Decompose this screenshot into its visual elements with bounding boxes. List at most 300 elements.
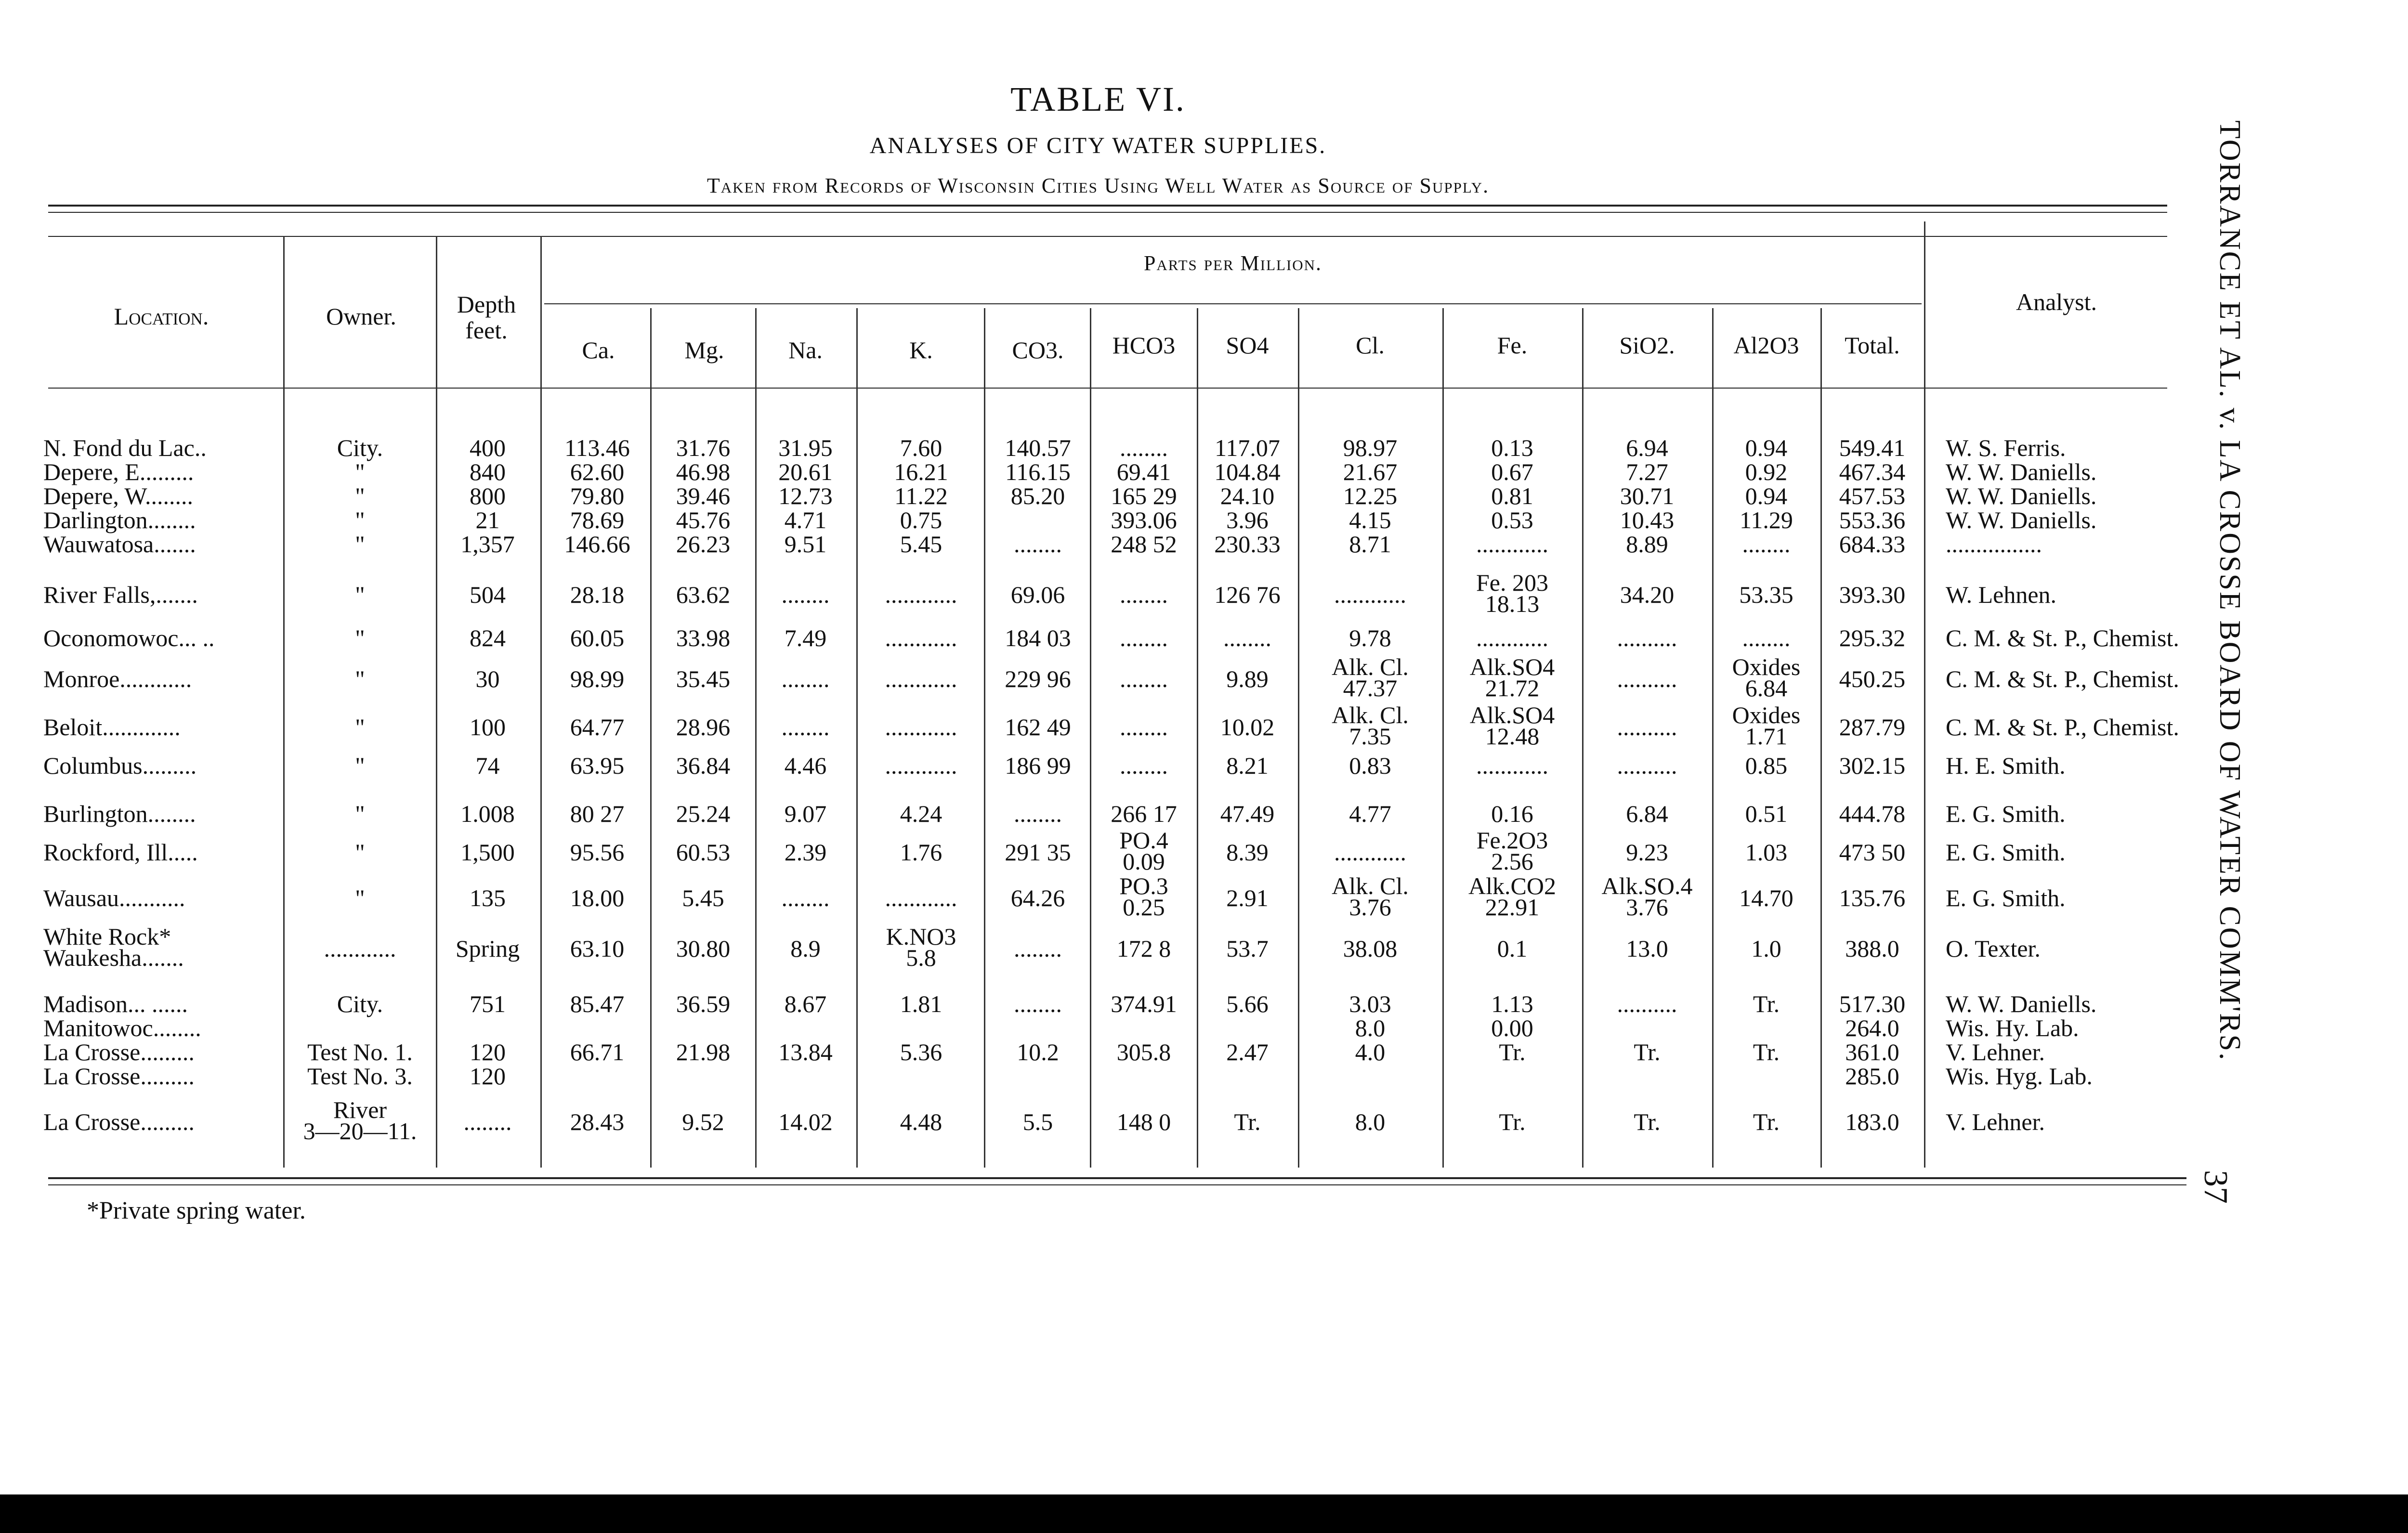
cell-total: 467.34: [1839, 458, 1906, 485]
cell-sio2: 8.89: [1626, 531, 1668, 558]
cell-analyst: C. M. & St. P., Chemist.: [1946, 665, 2179, 692]
cell-co3: 162 49: [1005, 714, 1071, 741]
col-rule: [984, 308, 985, 1168]
cell-co3: ........: [1014, 800, 1062, 827]
cell-total: 393.30: [1839, 581, 1906, 608]
col-rule: [436, 236, 437, 1168]
cell-analyst: W. Lehnen.: [1946, 581, 2057, 608]
cell-analyst: Wis. Hy. Lab.: [1946, 1014, 2079, 1041]
cell-k: 5.36: [900, 1039, 942, 1065]
cell-ca: 28.18: [570, 581, 625, 608]
cell-cl: ............: [1334, 581, 1406, 608]
cell-depth: 504: [470, 581, 506, 608]
cell-hco3: 374.91: [1111, 990, 1177, 1017]
cell-na: ........: [781, 714, 830, 741]
cell-ca: 62.60: [570, 458, 625, 485]
cell-total: 444.78: [1839, 800, 1906, 827]
cell-k: 1.81: [900, 990, 942, 1017]
cell-cl: Alk. Cl. 3.76: [1332, 872, 1409, 921]
cell-so4: 8.39: [1226, 839, 1269, 866]
cell-fe: Fe.2O3 2.56: [1476, 827, 1548, 875]
cell-fe: Tr.: [1499, 1108, 1526, 1135]
cell-cl: 9.78: [1349, 624, 1391, 651]
cell-na: 4.71: [784, 507, 827, 533]
cell-location: White Rock* Waukesha.......: [43, 923, 184, 971]
header-hco3: HCO3: [1112, 332, 1176, 359]
cell-total: 473 50: [1839, 839, 1906, 866]
cell-cl: 8.0: [1355, 1108, 1386, 1135]
cell-co3: ........: [1014, 935, 1062, 962]
cell-hco3: 69.41: [1116, 458, 1171, 485]
header-ca: Ca.: [582, 337, 615, 364]
cell-ca: 85.47: [570, 990, 625, 1017]
cell-k: 11.22: [894, 482, 948, 509]
cell-location: Madison... ......: [43, 990, 188, 1017]
cell-depth: 1,500: [460, 839, 515, 866]
cell-fe: 1.13: [1491, 990, 1533, 1017]
cell-total: 135.76: [1839, 884, 1906, 911]
cell-sio2: Tr.: [1634, 1039, 1661, 1065]
cell-na: 20.61: [778, 458, 833, 485]
col-rule: [1090, 308, 1091, 1168]
cell-total: 361.0: [1845, 1039, 1899, 1065]
cell-sio2: 6.84: [1626, 800, 1668, 827]
cell-location: Wausau...........: [43, 884, 185, 911]
header-na: Na.: [788, 337, 823, 364]
cell-total: 264.0: [1845, 1014, 1899, 1041]
cell-fe: 0.67: [1491, 458, 1533, 485]
cell-co3: 116.15: [1005, 458, 1071, 485]
cell-cl: 4.15: [1349, 507, 1391, 533]
cell-na: 14.02: [778, 1108, 833, 1135]
cell-location: Oconomowoc... ..: [43, 624, 215, 651]
cell-owner: Test No. 1.: [307, 1039, 413, 1065]
cell-depth: 135: [470, 884, 506, 911]
cell-al2o3: 53.35: [1739, 581, 1793, 608]
cell-analyst: C. M. & St. P., Chemist.: [1946, 714, 2179, 741]
cell-fe: 0.16: [1491, 800, 1533, 827]
cell-hco3: PO.3 0.25: [1119, 872, 1168, 921]
cell-sio2: Tr.: [1634, 1108, 1661, 1135]
cell-k: ............: [885, 752, 957, 779]
cell-co3: 64.26: [1010, 884, 1065, 911]
cell-mg: 63.62: [676, 581, 731, 608]
cell-al2o3: 0.85: [1745, 752, 1788, 779]
cell-mg: 36.59: [676, 990, 731, 1017]
cell-analyst: H. E. Smith.: [1946, 752, 2066, 779]
cell-ca: 98.99: [570, 665, 625, 692]
cell-total: 287.79: [1839, 714, 1906, 741]
cell-hco3: 393.06: [1111, 507, 1177, 533]
cell-analyst: E. G. Smith.: [1946, 800, 2066, 827]
col-rule: [540, 236, 542, 1168]
cell-ca: 79.80: [570, 482, 625, 509]
cell-al2o3: ........: [1742, 624, 1791, 651]
cell-location: Depere, W........: [43, 482, 194, 509]
cell-k: 4.24: [900, 800, 942, 827]
col-rule: [1197, 308, 1198, 1168]
cell-location: Monroe............: [43, 665, 192, 692]
cell-na: 12.73: [778, 482, 833, 509]
col-rule: [1712, 308, 1714, 1168]
cell-owner: ": [355, 800, 365, 827]
cell-k: ............: [885, 884, 957, 911]
cell-sio2: 34.20: [1620, 581, 1675, 608]
cell-ca: 66.71: [570, 1039, 625, 1065]
header-total: Total.: [1845, 332, 1900, 359]
cell-analyst: W. S. Ferris.: [1946, 434, 2066, 461]
cell-cl: Alk. Cl. 7.35: [1332, 702, 1409, 750]
cell-location: La Crosse.........: [43, 1108, 195, 1135]
cell-hco3: 305.8: [1116, 1039, 1171, 1065]
cell-k: 7.60: [900, 434, 942, 461]
cell-hco3: 148 0: [1116, 1108, 1171, 1135]
cell-mg: 26.23: [676, 531, 731, 558]
cell-cl: Alk. Cl. 47.37: [1332, 653, 1409, 702]
cell-total: 295.32: [1839, 624, 1906, 651]
cell-total: 553.36: [1839, 507, 1906, 533]
cell-co3: 69.06: [1010, 581, 1065, 608]
cell-k: 4.48: [900, 1108, 942, 1135]
cell-location: Depere, E.........: [43, 458, 194, 485]
cell-na: 9.07: [784, 800, 827, 827]
cell-so4: 9.89: [1226, 665, 1269, 692]
cell-fe: Alk.SO4 12.48: [1469, 702, 1555, 750]
cell-fe: ............: [1476, 624, 1548, 651]
bottom-rule: [48, 1177, 2186, 1179]
cell-location: River Falls,.......: [43, 581, 198, 608]
col-rule: [755, 308, 757, 1168]
cell-mg: 39.46: [676, 482, 731, 509]
cell-fe: Alk.CO2 22.91: [1468, 872, 1556, 921]
cell-al2o3: 1.0: [1751, 935, 1781, 962]
cell-k: 16.21: [894, 458, 948, 485]
cell-al2o3: Tr.: [1753, 1039, 1780, 1065]
col-rule: [283, 236, 285, 1168]
cell-depth: 120: [470, 1063, 506, 1090]
cell-so4: 126 76: [1214, 581, 1281, 608]
cell-fe: Alk.SO4 21.72: [1469, 653, 1555, 702]
cell-owner: ": [355, 884, 365, 911]
header-location: Location.: [114, 303, 209, 330]
cell-so4: 117.07: [1215, 434, 1280, 461]
header-al2o3: Al2O3: [1733, 332, 1799, 359]
cell-location: Beloit.............: [43, 714, 181, 741]
cell-na: ........: [781, 884, 830, 911]
header-bottom-rule: [48, 388, 2167, 389]
cell-co3: ........: [1014, 990, 1062, 1017]
cell-cl: 4.77: [1349, 800, 1391, 827]
page-number: 37: [2197, 1170, 2234, 1204]
col-rule: [650, 308, 652, 1168]
cell-hco3: ........: [1120, 581, 1168, 608]
cell-analyst: Wis. Hyg. Lab.: [1946, 1063, 2093, 1090]
cell-analyst: ................: [1946, 531, 2042, 558]
top-rule-thin: [48, 212, 2167, 213]
ppm-rule: [544, 303, 1922, 304]
header-depth: Depth feet.: [457, 291, 516, 344]
table-title: TABLE VI.: [1010, 80, 1186, 118]
cell-total: 450.25: [1839, 665, 1906, 692]
cell-k: K.NO3 5.8: [886, 923, 956, 971]
cell-k: ............: [885, 581, 957, 608]
cell-owner: City.: [337, 990, 383, 1017]
cell-location: Burlington........: [43, 800, 196, 827]
cell-cl: 4.0: [1355, 1039, 1386, 1065]
cell-depth: 1,357: [460, 531, 515, 558]
cell-na: 4.46: [784, 752, 827, 779]
cell-depth: 74: [475, 752, 500, 779]
cell-location: La Crosse.........: [43, 1063, 195, 1090]
cell-sio2: 30.71: [1620, 482, 1675, 509]
cell-k: 0.75: [900, 507, 942, 533]
cell-so4: 2.91: [1226, 884, 1269, 911]
cell-hco3: 248 52: [1111, 531, 1177, 558]
cell-al2o3: Oxides 6.84: [1732, 653, 1801, 702]
cell-total: 684.33: [1839, 531, 1906, 558]
cell-location: Darlington........: [43, 507, 196, 533]
cell-co3: ........: [1014, 531, 1062, 558]
cell-ca: 113.46: [564, 434, 630, 461]
cell-depth: 1.008: [460, 800, 515, 827]
cell-cl: 98.97: [1343, 434, 1398, 461]
cell-sio2: 9.23: [1626, 839, 1668, 866]
cell-sio2: 10.43: [1620, 507, 1675, 533]
cell-fe: 0.1: [1497, 935, 1528, 962]
header-ppm: Parts per Million.: [1143, 251, 1322, 275]
cell-mg: 31.76: [676, 434, 731, 461]
table-caption: Taken from Records of Wisconsin Cities Using Well Water as Source of Supply.: [707, 174, 1490, 197]
cell-al2o3: Tr.: [1753, 1108, 1780, 1135]
cell-analyst: O. Texter.: [1946, 935, 2041, 962]
cell-analyst: W. W. Daniells.: [1946, 482, 2097, 509]
col-rule: [856, 308, 858, 1168]
col-rule: [1924, 221, 1925, 1168]
cell-total: 285.0: [1845, 1063, 1899, 1090]
cell-depth: 751: [470, 990, 506, 1017]
cell-fe: 0.13: [1491, 434, 1533, 461]
cell-so4: 5.66: [1226, 990, 1269, 1017]
cell-owner: ": [355, 624, 365, 651]
cell-cl: 3.03: [1349, 990, 1391, 1017]
cell-so4: 104.84: [1214, 458, 1281, 485]
cell-depth: 120: [470, 1039, 506, 1065]
cell-hco3: ........: [1120, 434, 1168, 461]
cell-mg: 25.24: [676, 800, 731, 827]
cell-owner: ": [355, 482, 365, 509]
cell-hco3: ........: [1120, 752, 1168, 779]
cell-owner: ": [355, 581, 365, 608]
cell-al2o3: 1.03: [1745, 839, 1788, 866]
cell-sio2: 7.27: [1626, 458, 1668, 485]
header-k: K.: [909, 337, 933, 364]
cell-hco3: 165 29: [1111, 482, 1177, 509]
cell-owner: River 3—20—11.: [303, 1096, 417, 1144]
cell-location: Rockford, Ill.....: [43, 839, 198, 866]
col-rule: [1298, 308, 1299, 1168]
cell-so4: 24.10: [1220, 482, 1275, 509]
cell-co3: 5.5: [1022, 1108, 1053, 1135]
bottom-rule-thin: [48, 1184, 2186, 1185]
cell-total: 549.41: [1839, 434, 1906, 461]
cell-owner: ": [355, 665, 365, 692]
cell-na: 2.39: [784, 839, 827, 866]
col-rule: [1582, 308, 1584, 1168]
cell-ca: 64.77: [570, 714, 625, 741]
cell-location: La Crosse.........: [43, 1039, 195, 1065]
cell-na: ........: [781, 581, 830, 608]
cell-depth: 824: [470, 624, 506, 651]
cell-owner: ": [355, 531, 365, 558]
cell-sio2: ..........: [1617, 665, 1677, 692]
cell-depth: 840: [470, 458, 506, 485]
cell-fe: 0.53: [1491, 507, 1533, 533]
cell-sio2: ..........: [1617, 624, 1677, 651]
cell-ca: 80 27: [570, 800, 625, 827]
cell-co3: 229 96: [1005, 665, 1071, 692]
cell-depth: 21: [475, 507, 500, 533]
cell-ca: 63.95: [570, 752, 625, 779]
cell-k: 1.76: [900, 839, 942, 866]
cell-sio2: 13.0: [1626, 935, 1668, 962]
cell-cl: 8.0: [1355, 1014, 1386, 1041]
cell-so4: 10.02: [1220, 714, 1275, 741]
cell-so4: 230.33: [1214, 531, 1281, 558]
cell-so4: Tr.: [1234, 1108, 1261, 1135]
cell-na: 31.95: [778, 434, 833, 461]
cell-co3: 186 99: [1005, 752, 1071, 779]
cell-depth: 100: [470, 714, 506, 741]
cell-al2o3: ........: [1742, 531, 1791, 558]
cell-so4: 3.96: [1226, 507, 1269, 533]
cell-analyst: W. W. Daniells.: [1946, 507, 2097, 533]
cell-so4: 47.49: [1220, 800, 1275, 827]
cell-mg: 60.53: [676, 839, 731, 866]
cell-na: 9.51: [784, 531, 827, 558]
cell-analyst: V. Lehner.: [1946, 1108, 2045, 1135]
header-mg: Mg.: [684, 337, 724, 364]
cell-al2o3: 0.94: [1745, 482, 1788, 509]
cell-depth: Spring: [455, 935, 520, 962]
cell-co3: 291 35: [1005, 839, 1071, 866]
cell-cl: 38.08: [1343, 935, 1398, 962]
top-rule: [48, 205, 2167, 207]
cell-co3: 140.57: [1005, 434, 1071, 461]
cell-mg: 45.76: [676, 507, 731, 533]
cell-co3: 184 03: [1005, 624, 1071, 651]
cell-location: Wauwatosa.......: [43, 531, 196, 558]
cell-so4: ........: [1223, 624, 1271, 651]
cell-fe: Fe. 203 18.13: [1476, 569, 1548, 617]
cell-al2o3: 0.51: [1745, 800, 1788, 827]
cell-cl: 0.83: [1349, 752, 1391, 779]
cell-mg: 9.52: [682, 1108, 724, 1135]
cell-mg: 5.45: [682, 884, 724, 911]
cell-hco3: ........: [1120, 714, 1168, 741]
cell-so4: 53.7: [1226, 935, 1269, 962]
cell-al2o3: 0.92: [1745, 458, 1788, 485]
cell-al2o3: 14.70: [1739, 884, 1793, 911]
cell-total: 183.0: [1845, 1108, 1899, 1135]
cell-location: N. Fond du Lac..: [43, 434, 207, 461]
cell-owner: Test No. 3.: [307, 1063, 413, 1090]
cell-analyst: E. G. Smith.: [1946, 884, 2066, 911]
scan-border: [0, 1494, 2408, 1533]
cell-so4: 2.47: [1226, 1039, 1269, 1065]
cell-hco3: PO.4 0.09: [1119, 827, 1168, 875]
cell-al2o3: Tr.: [1753, 990, 1780, 1017]
cell-mg: 21.98: [676, 1039, 731, 1065]
cell-cl: 8.71: [1349, 531, 1391, 558]
footnote: *Private spring water.: [87, 1197, 306, 1224]
cell-depth: 30: [475, 665, 500, 692]
cell-al2o3: 0.94: [1745, 434, 1788, 461]
cell-ca: 146.66: [564, 531, 630, 558]
cell-mg: 35.45: [676, 665, 731, 692]
cell-ca: 60.05: [570, 624, 625, 651]
cell-ca: 78.69: [570, 507, 625, 533]
cell-total: 517.30: [1839, 990, 1906, 1017]
cell-na: ........: [781, 665, 830, 692]
cell-analyst: V. Lehner.: [1946, 1039, 2045, 1065]
cell-na: 8.9: [790, 935, 821, 962]
header-so4: SO4: [1226, 332, 1269, 359]
header-analyst: Analyst.: [2015, 288, 2097, 315]
cell-location: Columbus.........: [43, 752, 197, 779]
cell-hco3: ........: [1120, 624, 1168, 651]
cell-cl: ............: [1334, 839, 1406, 866]
cell-na: 8.67: [784, 990, 827, 1017]
cell-na: 13.84: [778, 1039, 833, 1065]
cell-owner: City.: [337, 434, 383, 461]
cell-so4: 8.21: [1226, 752, 1269, 779]
cell-fe: 0.00: [1491, 1014, 1533, 1041]
cell-k: ............: [885, 624, 957, 651]
cell-cl: 12.25: [1343, 482, 1398, 509]
cell-sio2: Alk.SO.4 3.76: [1601, 872, 1693, 921]
cell-cl: 21.67: [1343, 458, 1398, 485]
cell-ca: 18.00: [570, 884, 625, 911]
running-head: TORRANCE ET AL. v. LA CROSSE BOARD OF WATER COMM'RS.: [2213, 120, 2246, 1062]
cell-depth: 800: [470, 482, 506, 509]
cell-sio2: 6.94: [1626, 434, 1668, 461]
table-subtitle: ANALYSES OF CITY WATER SUPPLIES.: [869, 133, 1327, 158]
cell-owner: ": [355, 752, 365, 779]
cell-mg: 28.96: [676, 714, 731, 741]
cell-depth: ........: [463, 1108, 512, 1135]
cell-analyst: W. W. Daniells.: [1946, 990, 2097, 1017]
cell-owner: ": [355, 839, 365, 866]
cell-mg: 33.98: [676, 624, 731, 651]
cell-co3: 85.20: [1010, 482, 1065, 509]
cell-total: 388.0: [1845, 935, 1899, 962]
cell-al2o3: 11.29: [1740, 507, 1793, 533]
cell-total: 457.53: [1839, 482, 1906, 509]
cell-owner: ": [355, 714, 365, 741]
cell-na: 7.49: [784, 624, 827, 651]
cell-k: ............: [885, 714, 957, 741]
cell-sio2: ..........: [1617, 714, 1677, 741]
cell-mg: 30.80: [676, 935, 731, 962]
cell-hco3: ........: [1120, 665, 1168, 692]
col-rule: [1820, 308, 1822, 1168]
cell-owner: ": [355, 507, 365, 533]
cell-k: 5.45: [900, 531, 942, 558]
cell-hco3: 172 8: [1116, 935, 1171, 962]
cell-k: ............: [885, 665, 957, 692]
cell-depth: 400: [470, 434, 506, 461]
cell-al2o3: Oxides 1.71: [1732, 702, 1801, 750]
